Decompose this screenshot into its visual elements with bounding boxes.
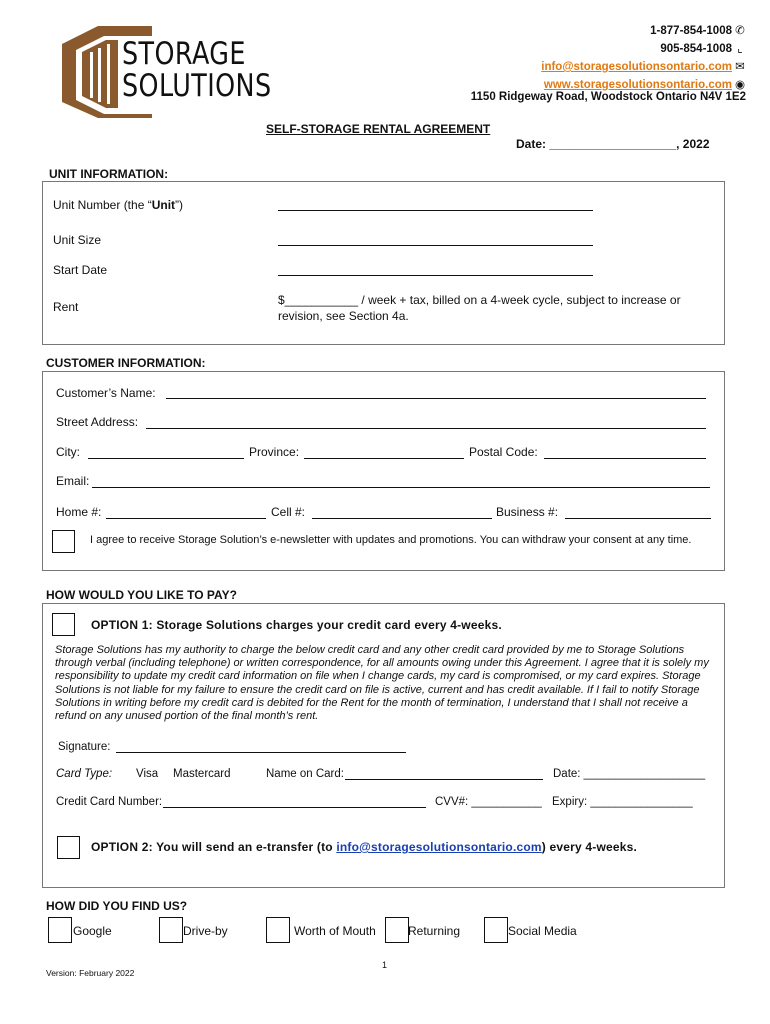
option1-label: OPTION 1: Storage Solutions charges your credit card every 4-weeks. [91, 618, 502, 632]
version-text: Version: February 2022 [46, 968, 135, 978]
globe-icon: ◉ [734, 79, 746, 91]
unit-size-field[interactable] [278, 245, 593, 246]
card-authorization-text: Storage Solutions has my authority to charge the below credit card and any other credit card provided by me to Storage Solutions through verbal (including telephone) or written correspondence, for all amounts owing under this Agreement. I agree that it is solely my responsibility to update my credit card information on file when I change cards, my card is compromised, or my card expires. Storage Solutions is not liable for my failure to ensure the credit card on file is active, current and has credit available. If I fail to notify Storage Solutions in writing before my credit card is debited for the Rent for the month of termination, I understand that I shall not receive a refund on any unused portion of the final month’s rent. [55, 644, 709, 723]
option2-label-pre: OPTION 2: You will send an e-transfer (to [91, 840, 337, 854]
province-field[interactable] [304, 458, 464, 459]
postal-code-field[interactable] [544, 458, 706, 459]
logo-text-line2: SOLUTIONS [122, 68, 272, 104]
contact-phone2 [660, 41, 746, 55]
start-date-field[interactable] [278, 275, 593, 276]
province-label: Province: [249, 445, 300, 459]
option2-email-link[interactable]: info@storagesolutionsontario.com [336, 840, 542, 854]
unit-number-field[interactable] [278, 210, 593, 211]
street-address-label: Street Address: [56, 415, 139, 429]
find-us-heading: HOW DID YOU FIND US? [46, 899, 188, 913]
customer-name-label: Customer’s Name: [56, 386, 156, 400]
option2-checkbox[interactable] [57, 836, 80, 859]
find-us-social-media-label: Social Media [508, 924, 577, 938]
cell-phone-field[interactable] [312, 518, 492, 519]
postal-code-label: Postal Code: [469, 445, 538, 459]
phone1-text: 1-877-854-1008 [650, 25, 732, 37]
find-us-word-of-mouth-checkbox[interactable] [266, 917, 290, 943]
email-link[interactable]: info@storagesolutionsontario.com [541, 61, 732, 73]
unit-size-label: Unit Size [53, 233, 102, 247]
customer-name-field[interactable] [166, 398, 706, 399]
city-field[interactable] [88, 458, 244, 459]
business-phone-label: Business #: [496, 505, 559, 519]
logo [60, 22, 272, 118]
cvv-label: CVV#: ___________ [435, 796, 542, 808]
newsletter-consent-text: I agree to receive Storage Solution’s e-newsletter with updates and promotions. You can withdraw your consent at any time. [90, 534, 692, 546]
home-phone-field[interactable] [106, 518, 266, 519]
unit-number-label-pre: Unit Number (the “ [53, 198, 152, 212]
payment-heading: HOW WOULD YOU LIKE TO PAY? [46, 588, 237, 602]
email-field[interactable] [92, 487, 710, 488]
agreement-date: Date: ___________________, 2022 [516, 137, 710, 151]
find-us-social-media-checkbox[interactable] [484, 917, 508, 943]
phone2-text: 905-854-1008 [660, 43, 732, 55]
find-us-google-label: Google [73, 924, 112, 938]
fax-icon: ⌞ [737, 43, 743, 55]
unit-number-label [53, 198, 183, 212]
cell-phone-label: Cell #: [271, 505, 306, 519]
rent-label: Rent [53, 300, 79, 314]
document-title: SELF-STORAGE RENTAL AGREEMENT [266, 122, 491, 136]
rent-text: $___________ / week + tax, billed on a 4-week cycle, subject to increase or revision, see Section 4a. [278, 293, 681, 323]
find-us-returning-label: Returning [408, 924, 461, 938]
newsletter-checkbox[interactable] [52, 530, 75, 553]
unit-number-label-post: ”) [175, 198, 184, 212]
option1-checkbox[interactable] [52, 613, 75, 636]
logo-text-line1: STORAGE [122, 36, 246, 72]
start-date-label: Start Date [53, 263, 108, 277]
credit-card-number-field[interactable] [163, 807, 426, 808]
signature-label: Signature: [58, 741, 111, 753]
signature-field[interactable] [116, 752, 406, 753]
phone-icon: ✆ [735, 25, 745, 37]
city-label: City: [56, 445, 80, 459]
street-address-field[interactable] [146, 428, 706, 429]
unit-number-label-bold: Unit [151, 198, 176, 212]
page-number: 1 [382, 960, 388, 970]
card-date-label: Date: ___________________ [553, 768, 706, 780]
contact-phone1 [650, 23, 746, 37]
card-type-label: Card Type: [56, 768, 113, 780]
option2-label-post: ) every 4-weeks. [541, 840, 638, 854]
unit-info-heading: UNIT INFORMATION: [49, 167, 169, 181]
home-phone-label: Home #: [56, 505, 102, 519]
card-type-visa[interactable]: Visa [136, 768, 159, 780]
find-us-returning-checkbox[interactable] [385, 917, 409, 943]
option2-label [91, 840, 637, 854]
contact-email [541, 59, 746, 73]
customer-info-heading: CUSTOMER INFORMATION: [46, 356, 206, 370]
contact-address: 1150 Ridgeway Road, Woodstock Ontario N4V 1E2 [470, 91, 746, 103]
expiry-label: Expiry: ________________ [552, 796, 693, 808]
website-link[interactable]: www.storagesolutionsontario.com [543, 79, 732, 91]
find-us-driveby-checkbox[interactable] [159, 917, 183, 943]
find-us-word-of-mouth-label: Worth of Mouth [294, 924, 376, 938]
mail-icon: ✉ [735, 61, 745, 73]
email-label: Email: [56, 474, 90, 488]
business-phone-field[interactable] [565, 518, 711, 519]
name-on-card-label: Name on Card: [266, 768, 344, 780]
find-us-driveby-label: Drive-by [183, 924, 228, 938]
contact-website [544, 77, 746, 91]
card-type-mastercard[interactable]: Mastercard [173, 768, 231, 780]
credit-card-number-label: Credit Card Number: [56, 796, 163, 808]
find-us-google-checkbox[interactable] [48, 917, 72, 943]
name-on-card-field[interactable] [345, 779, 543, 780]
